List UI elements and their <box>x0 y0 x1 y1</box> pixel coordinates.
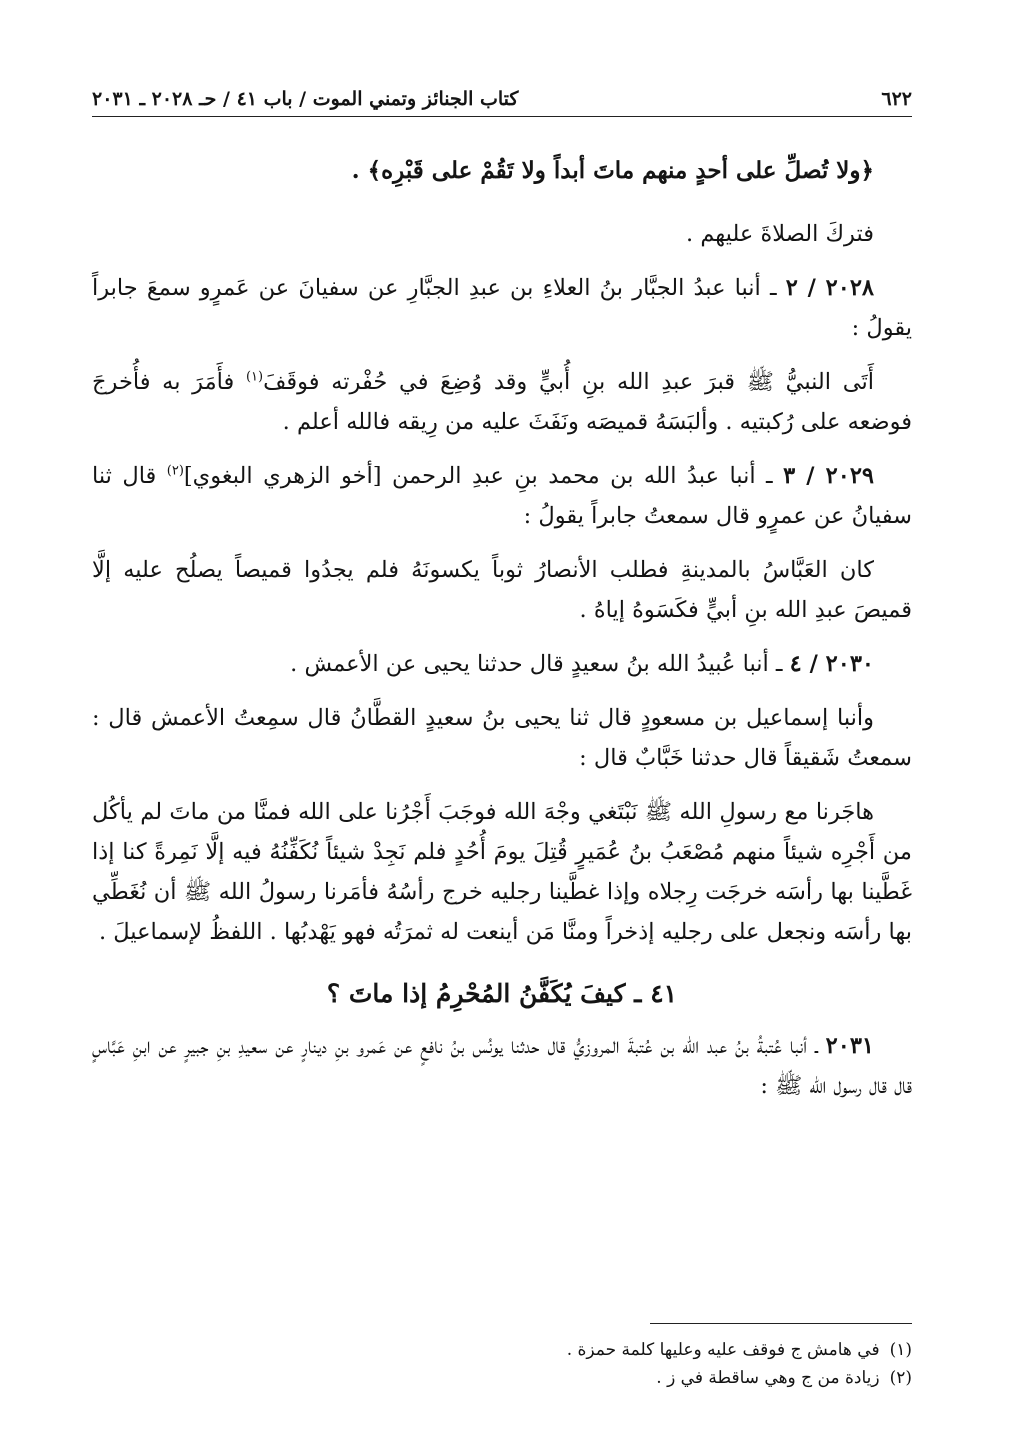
footnote-ref-1: (١) <box>245 369 264 385</box>
footnote-ref-2: (٢) <box>166 463 184 479</box>
hadith-2028-matn: أَتَى النبيُّ ﷺ قبرَ عبدِ الله بنِ أُبيٍّ وقد وُضِعَ في حُفْرته فوقَفَ$^{(١)}$ فأَمَرَ به فأُخرجَ فوضعه على رُكبتيه . وألبَسَهُ قميصَه ونَفَثَ عليه من رِيقه فالله أعلم . <box>92 369 912 435</box>
hadith-number: ٢٠٢٩ / ٣ <box>783 463 874 489</box>
footnote-separator <box>650 1323 912 1324</box>
header-title: كتاب الجنائز وتمني الموت / باب ٤١ / حـ ٢٠٢٨ ـ ٢٠٣١ <box>92 88 519 110</box>
hadith-2029-isnad: ٢٠٢٩ / ٣ ـ أنبا عبدُ الله بن محمد بنِ عبدِ الرحمن [أخو الزهري البغوي]$^{(٢)}$ قال ثنا سفيانُ عن عمرٍو قال سمعتُ جابراً يقولُ : <box>92 463 912 529</box>
footnote-1: (١)في هامش ج فوقف عليه وعليها كلمة حمزة . <box>566 1340 912 1360</box>
hadith-2031-isnad: ٢٠٣١ ـ أنبا عُتبةُ بنُ عبد الله بن عُتبةَ المروزيُّ قال حدثنا يونُس بنُ نافعٍ عن عَمرو بنِ دينارٍ عن سعيدِ بنِ جبيرٍ عن ابنِ عَبَّاسٍ قال قال رسول الله ﷺ : <box>92 1033 912 1099</box>
verse-follow-text: فتركَ الصلاةَ عليهم . <box>686 221 874 247</box>
footnotes <box>92 1336 912 1392</box>
hadith-2029-matn: كان العَبَّاسُ بالمدينةِ فطلب الأنصارُ ثوباً يكسونَهُ فلم يجدُوا قميصاً يصلُح عليه إلَّا قميصَ عبدِ الله بنِ أبيٍّ فكَسَوهُ إياهُ . <box>92 557 912 623</box>
hadith-2030-matn: هاجَرنا مع رسولِ الله ﷺ نَبْتَغي وجْهَ الله فوجَبَ أَجْرُنا على الله فمنَّا من ماتَ لم يأكُل من أَجْرِه شيئاً منهم مُصْعَبُ بنُ عُمَيرٍ قُتِلَ يومَ أُحُدٍ فلم نَجِدْ شيئاً نُكَفِّنُهُ فيه إلَّا نَمِرةً كنا إذا غَطَّينا بها رأسَه خرجَت رِجلاه وإذا غطَّينا رجليه خرج رأسُهُ فأمَرنا رسولُ الله ﷺ أن نُغَطِّي بها رأسَه ونجعل على رجليه إذخراً ومنَّا مَن أينعت له ثمرَتُه فهو يَهْدبُها . اللفظُ لإسماعيلَ . <box>92 799 912 945</box>
hadith-2030-isnad-2: وأنبا إسماعيل بن مسعودٍ قال ثنا يحيى بنُ سعيدٍ القطَّانُ قال سمِعتُ الأعمش قال : سمعتُ شَقيقاً قال حدثنا خَبَّابٌ قال : <box>92 705 912 771</box>
book-page <box>92 88 912 1428</box>
hadith-2030-isnad: ٢٠٣٠ / ٤ ـ أنبا عُبيدُ الله بنُ سعيدٍ قال حدثنا يحيى عن الأعمش . <box>290 651 874 677</box>
chapter-heading: ٤١ ـ كيفَ يُكَفَّنُ المُحْرِمُ إذا ماتَ ؟ <box>326 979 678 1008</box>
hadith-number: ٢٠٢٨ / ٢ <box>785 275 874 301</box>
hadith-2028-isnad: ٢٠٢٨ / ٢ ـ أنبا عبدُ الجبَّار بنُ العلاءِ بن عبدِ الجبَّارِ عن سفيانَ عن عَمرٍو سمعَ جابراً يقولُ : <box>92 275 912 341</box>
running-header <box>92 88 912 117</box>
quran-verse: ﴿ولا تُصلِّ على أحدٍ منهم ماتَ أبداً ولا تَقُمْ على قَبْرِه﴾ . <box>351 157 874 184</box>
hadith-number: ٢٠٣١ <box>825 1033 874 1059</box>
footnote-2: (٢)زيادة من ج وهي ساقطة في ز . <box>656 1368 912 1388</box>
hadith-number: ٢٠٣٠ / ٤ <box>789 651 874 677</box>
page-number: ٦٢٢ <box>881 88 912 110</box>
